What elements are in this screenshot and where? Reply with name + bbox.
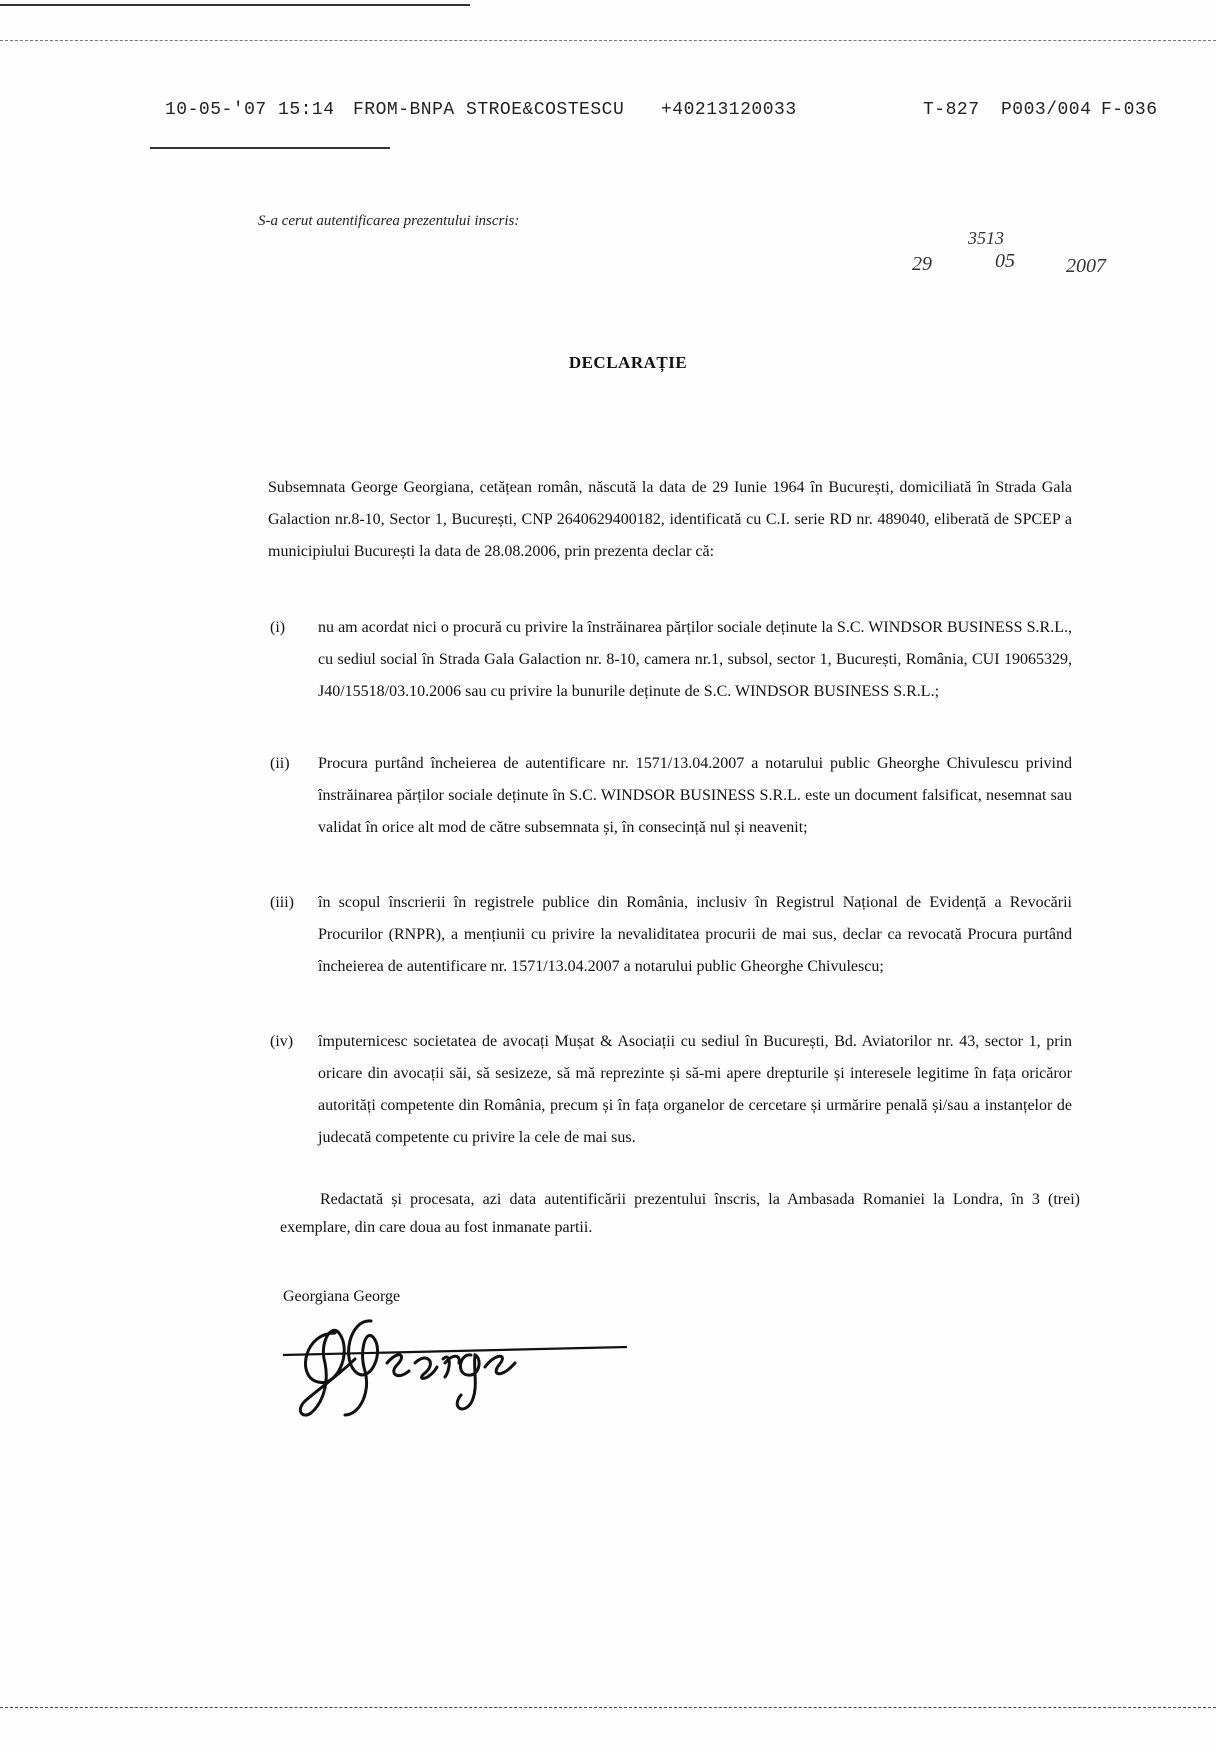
- clause-iii: [268, 887, 1072, 983]
- closing-paragraph: Redactată și procesata, azi data autentificării prezentului înscris, la Ambasada Romaniei la Londra, în 3 (trei) exemplare, din care doua au fost inmanate partii.: [280, 1191, 1080, 1236]
- scan-artifact-top: [0, 4, 470, 6]
- clause-i: [268, 612, 1072, 708]
- fax-header-underline: [150, 147, 390, 149]
- clause-iv: [268, 1026, 1072, 1154]
- fax-sender: FROM-BNPA STROE&COSTESCU: [353, 100, 625, 120]
- fax-code: F-036: [1101, 100, 1158, 120]
- fax-ref: T-827: [923, 100, 980, 120]
- document-title: DECLARAȚIE: [568, 353, 688, 372]
- clause-text: Procura purtând încheierea de autentificare nr. 1571/13.04.2007 a notarului public Gheorghe Chivulescu privind înstrăinarea părților sociale deținute în S.C. WINDSOR BUSINESS S.R.L. este un document falsificat, nesemnat sau validat în orice alt mod de către subsemnata și, în consecință nul și neavenit;: [318, 755, 1072, 836]
- signer-name: Georgiana George: [283, 1288, 401, 1305]
- auth-date-year: 2007: [1066, 255, 1106, 277]
- auth-date-month: 05: [995, 250, 1015, 272]
- scan-artifact-dashed-bottom: [0, 1707, 1216, 1708]
- clause-number: (iv): [270, 1033, 294, 1050]
- clause-text: nu am acordat nici o procură cu privire la înstrăinarea părților sociale deținute la S.C. WINDSOR BUSINESS S.R.L., cu sediul social în Strada Gala Galaction nr. 8-10, camera nr.1, subsol, sector 1, București, România, CUI 19065329, J40/15518/03.10.2006 sau cu privire la bunurile deținute de S.C. WINDSOR BUSINESS S.R.L.;: [318, 619, 1072, 700]
- clause-text: împuternicesc societatea de avocați Mușat & Asociații cu sediul în București, Bd. Aviatorilor nr. 43, sector 1, prin oricare din avocații săi, să sesizeze, să mă reprezinte și să-mi apere drepturile și interesele legitime în fața oricăror autorități competente din România, precum și în fața organelor de cercetare și urmărire penală și/sau a instanțelor de judecată competente cu privire la cele de mai sus.: [318, 1033, 1072, 1146]
- scan-artifact-dashed-top: [0, 40, 1216, 41]
- clause-ii: [268, 748, 1072, 844]
- auth-date-day: 29: [912, 253, 932, 275]
- clause-number: (iii): [270, 894, 294, 911]
- auth-registration-number: 3513: [968, 228, 1004, 248]
- fax-phone: +40213120033: [661, 100, 797, 120]
- fax-datetime: 10-05-'07 15:14: [165, 100, 335, 120]
- clause-number: (i): [270, 619, 286, 636]
- fax-pages: P003/004: [1001, 100, 1092, 120]
- clause-text: în scopul înscrierii în registrele publice din România, inclusiv în Registrul Național de Evidență a Revocării Procurilor (RNPR), a mențiunii cu privire la nevaliditatea procurii de mai sus, declar ca revocată Procura purtând încheierea de autentificare nr. 1571/13.04.2007 a notarului public Gheorghe Chivulescu;: [318, 894, 1072, 975]
- intro-paragraph: Subsemnata George Georgiana, cetățean român, născută la data de 29 Iunie 1964 în București, domiciliată în Strada Gala Galaction nr.8-10, Sector 1, București, CNP 2640629400182, identificată cu C.I. serie RD nr. 489040, eliberată de SPCEP a municipiului București la data de 28.08.2006, prin prezenta declar că:: [268, 479, 1072, 560]
- authentication-note: S-a cerut autentificarea prezentului inscris:: [258, 213, 520, 229]
- handwritten-signature: [275, 1303, 635, 1423]
- clause-number: (ii): [270, 755, 290, 772]
